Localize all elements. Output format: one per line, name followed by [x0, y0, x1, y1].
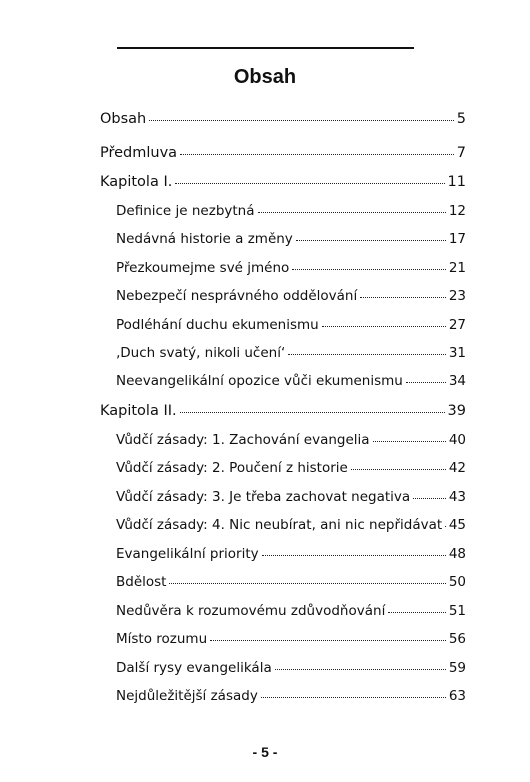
- dot-leader: [388, 612, 445, 613]
- dot-leader: [445, 526, 446, 527]
- toc-entry-label: ‚Duch svatý, nikoli učení‘: [116, 345, 286, 361]
- toc-entry-page: 27: [448, 317, 466, 333]
- toc-entry-page: 63: [448, 688, 466, 704]
- dot-leader: [180, 412, 445, 413]
- toc-entry-label: Nedávná historie a změny: [116, 231, 293, 247]
- toc-entry-label: Obsah: [100, 111, 147, 127]
- top-rule: [117, 47, 414, 49]
- toc-entry-label: Předmluva: [100, 145, 178, 161]
- dot-leader: [296, 240, 446, 241]
- toc-entry: [116, 288, 466, 304]
- dot-leader: [406, 382, 446, 383]
- toc-entry-page: 11: [447, 174, 466, 190]
- toc-entry-label: Neevangelikální opozice vůči ekumenismu: [116, 373, 403, 389]
- toc-entry-label: Bdělost: [116, 574, 167, 590]
- dot-leader: [292, 269, 446, 270]
- toc-entry-label: Vůdčí zásady: 3. Je třeba zachovat negativa: [116, 489, 411, 505]
- toc-entry-label: Vůdčí zásady: 4. Nic neubírat, ani nic nepřidávat: [116, 517, 443, 533]
- toc-entry: [100, 174, 466, 190]
- toc-entry-page: 31: [448, 345, 466, 361]
- toc-entry: [116, 631, 466, 647]
- toc-entry: [116, 517, 466, 533]
- dot-leader: [175, 183, 444, 184]
- dot-leader: [210, 640, 446, 641]
- toc-entry: [116, 260, 466, 276]
- toc-entry: [116, 203, 466, 219]
- toc-entry-page: 39: [447, 403, 466, 419]
- toc-entry: [116, 460, 466, 476]
- toc-entry-label: Kapitola II.: [100, 403, 177, 419]
- dot-leader: [373, 441, 446, 442]
- toc-entry-page: 50: [448, 574, 466, 590]
- toc-entry-label: Nebezpečí nesprávného oddělování: [116, 288, 358, 304]
- toc-entry-page: 56: [448, 631, 466, 647]
- toc-entry-label: Vůdčí zásady: 1. Zachování evangelia: [116, 432, 370, 448]
- toc-entry-label: Místo rozumu: [116, 631, 208, 647]
- dot-leader: [258, 212, 446, 213]
- dot-leader: [288, 354, 446, 355]
- dot-leader: [180, 154, 454, 155]
- toc-entry-page: 34: [448, 373, 466, 389]
- toc-entry-page: 40: [448, 432, 466, 448]
- toc-entry: [116, 432, 466, 448]
- dot-leader: [351, 469, 446, 470]
- dot-leader: [360, 297, 446, 298]
- toc-entry: [116, 603, 466, 619]
- toc-entry-page: 7: [456, 145, 466, 161]
- toc-entry: [116, 317, 466, 333]
- toc-entry: [116, 660, 466, 676]
- dot-leader: [261, 697, 446, 698]
- toc-entry-page: 51: [448, 603, 466, 619]
- toc-entry: [116, 546, 466, 562]
- toc-entry-label: Přezkoumejme své jméno: [116, 260, 290, 276]
- toc-entry-page: 42: [448, 460, 466, 476]
- dot-leader: [322, 326, 446, 327]
- toc-entry-label: Kapitola I.: [100, 174, 173, 190]
- toc-entry-page: 12: [448, 203, 466, 219]
- toc-entry-page: 17: [448, 231, 466, 247]
- toc-entry-label: Definice je nezbytná: [116, 203, 255, 219]
- dot-leader: [275, 669, 446, 670]
- toc-entry-label: Podléhání duchu ekumenismu: [116, 317, 319, 333]
- dot-leader: [169, 583, 445, 584]
- page-number-footer: - 5 -: [252, 744, 278, 760]
- toc-entry-page: 45: [448, 517, 466, 533]
- toc-entry-label: Další rysy evangelikála: [116, 660, 272, 676]
- toc-entry-page: 21: [448, 260, 466, 276]
- page-title: Obsah: [233, 66, 297, 88]
- dot-leader: [262, 555, 446, 556]
- toc-entry: [100, 111, 466, 127]
- toc-entry: [116, 574, 466, 590]
- toc-entry: [100, 403, 466, 419]
- toc-entry-page: 5: [456, 111, 466, 127]
- toc-entry-label: Evangelikální priority: [116, 546, 259, 562]
- toc-entry-page: 43: [448, 489, 466, 505]
- toc-entry: [116, 489, 466, 505]
- toc-entry-page: 59: [448, 660, 466, 676]
- toc-entry: [116, 688, 466, 704]
- toc-entry-label: Nejdůležitější zásady: [116, 688, 258, 704]
- toc-entry: [116, 373, 466, 389]
- toc-entry-label: Nedůvěra k rozumovému zdůvodňování: [116, 603, 386, 619]
- toc-entry: [116, 345, 466, 361]
- toc-entry: [116, 231, 466, 247]
- dot-leader: [149, 120, 454, 121]
- toc-entry-page: 23: [448, 288, 466, 304]
- toc-entry: [100, 145, 466, 161]
- dot-leader: [413, 498, 446, 499]
- toc-entry-label: Vůdčí zásady: 2. Poučení z historie: [116, 460, 348, 476]
- toc-entry-page: 48: [448, 546, 466, 562]
